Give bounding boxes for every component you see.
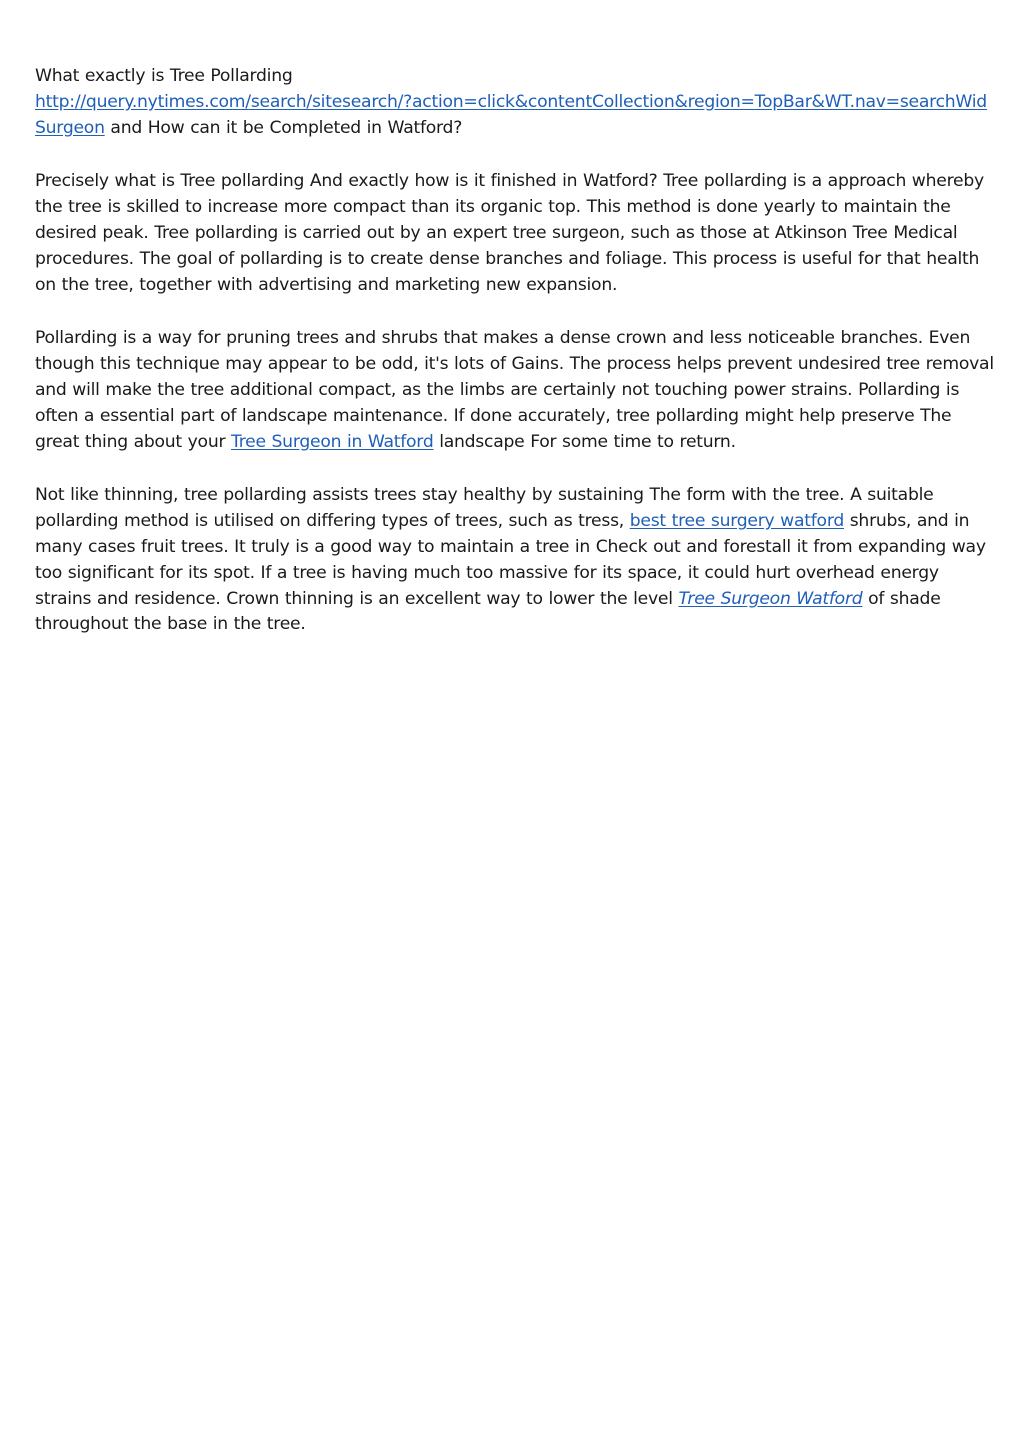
paragraph-3-text: Not like thinning, tree pollarding assists trees stay healthy by sustaining The form with the tree. A suitable pollarding method is utilised on differing types of trees, such as tress, (35, 485, 934, 532)
heading-title: What exactly is Tree Pollarding (35, 66, 293, 86)
paragraph-2 (35, 326, 995, 455)
tree-surgeon-in-watford-link[interactable]: Tree Surgeon in Watford (231, 431, 434, 452)
paragraph-2-tail: landscape For some time to return. (433, 431, 736, 452)
paragraph-3-tail: of shade throughout the base in the tree. (35, 588, 941, 635)
tree-surgeon-watford-link[interactable]: Tree Surgeon Watford (678, 588, 863, 609)
heading-subline (35, 116, 995, 142)
document-page (35, 64, 995, 666)
best-tree-surgery-watford-link[interactable]: best tree surgery watford (629, 511, 845, 532)
heading-continuation: and How can it be Completed in Watford? (104, 117, 463, 138)
document-heading (35, 64, 995, 141)
paragraph-3-middle: shrubs, and in many cases fruit trees. It truly is a good way to maintain a tree in Check out and forestall it from expanding way too significant for its spot. If a tree is having much too massive for its space, it could hurt overhead energy strains and residence. Crown thinning is an excellent way to lower the level (35, 511, 986, 609)
paragraph-1: Precisely what is Tree pollarding And exactly how is it finished in Watford? Tree pollarding is a approach whereby the tree is skilled to increase more compact than its organic top. This method is done yearly to maintain the desired peak. Tree pollarding is carried out by an expert tree surgeon, such as those at Atkinson Tree Medical procedures. The goal of pollarding is to create dense branches and foliage. This process is useful for that health on the tree, together with advertising and marketing new expansion. (35, 171, 984, 295)
paragraph-2-text: Pollarding is a way for pruning trees and shrubs that makes a dense crown and less noticeable branches. Even though this technique may appear to be odd, it's lots of Gains. The process helps prevent undesired tree removal and will make the tree additional compact, as the limbs are certainly not touching power strains. Pollarding is often a essential part of landscape maintenance. If done accurately, tree pollarding might help preserve The great thing about your (35, 328, 994, 452)
heading-url-line (35, 90, 995, 116)
nytimes-search-link[interactable]: http://query.nytimes.com/search/sitesearch/?action=click&contentCollection&region=TopBar&WT.nav=searchWid (35, 91, 987, 112)
paragraph-3 (35, 483, 995, 638)
surgeon-link[interactable]: Surgeon (35, 117, 105, 138)
